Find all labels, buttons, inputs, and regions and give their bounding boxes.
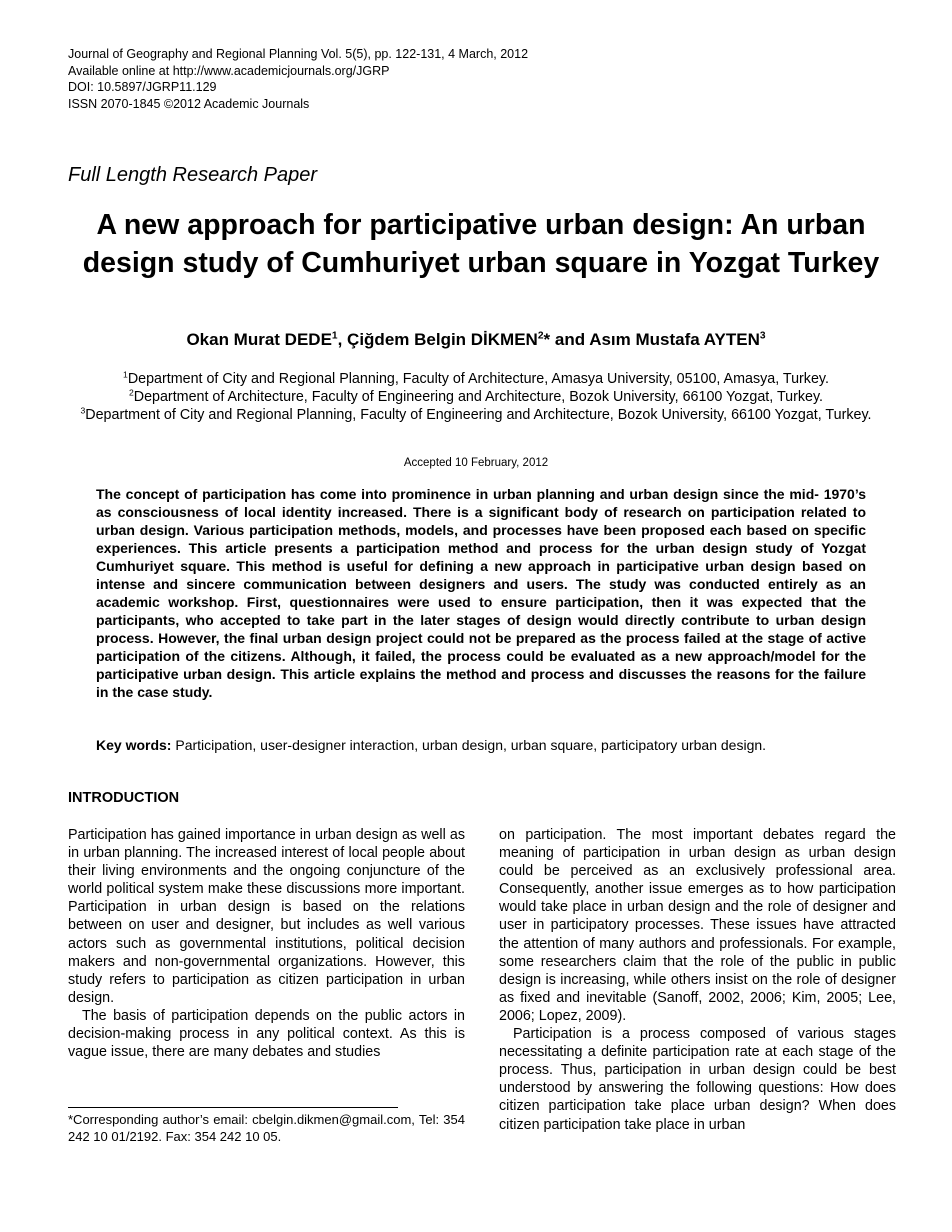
affiliation-number: 2 [128,387,134,398]
author-affiliation-mark: 2 [537,330,544,342]
affiliation-text: Department of City and Regional Planning, Faculty of Engineering and Architecture, Bozok University, 66100 Yozgat, Turkey. [85,407,872,423]
keywords-text: Participation, user-designer interaction, urban design, urban square, participatory urban design. [171,737,767,753]
affiliation [60,370,892,388]
affiliation [60,388,892,406]
journal-header [68,46,528,112]
author-name: Asım Mustafa AYTEN [589,330,760,349]
author-affiliation-mark: 1 [331,330,338,342]
section-heading-introduction: INTRODUCTION [68,790,180,806]
paragraph: on participation. The most important debates regard the meaning of participation in urban design as urban design could be perceived as an exclusively professional area. Consequently, another issue emerges as to how participation would take place in urban design and the role of designer and user in participatory processes. These issues have attracted the attention of many authors and professionals. For example, some researchers claim that the role of the public in public design is increasing, while others insist on the role of designer as fixed and inevitable (Sanoff, 2002, 2006; Kim, 2005; Lee, 2006; Lopez, 2009). [499,827,896,1024]
author-list [60,330,892,350]
article-type: Full Length Research Paper [68,164,318,186]
affiliations [60,370,892,424]
keywords [96,737,886,753]
author-affiliation-mark: 3 [759,330,766,342]
affiliation [60,406,892,424]
paragraph: Participation is a process composed of various stages necessitating a definite participation rate at each stage of the process. Thus, participation in urban design could be best understood by answering the following questions: How does citizen participation take place urban design? When does citizen participation take place in urban [499,1026,896,1133]
footnote-divider [68,1107,398,1108]
paragraph: The basis of participation depends on the public actors in decision-making process in any political context. As this is vague issue, there are many debates and studies [68,1007,465,1061]
author-name: Okan Murat DEDE [186,330,332,349]
footnote: *Corresponding author’s email: cbelgin.dikmen@gmail.com, Tel: 354 242 10 01/2192. Fax: 354 242 10 05. [68,1112,465,1144]
right-column [499,826,896,1134]
author-name: Çiğdem Belgin DİKMEN [347,330,538,349]
affiliation-text: Department of Architecture, Faculty of Engineering and Architecture, Bozok University, 66100 Yozgat, Turkey. [133,389,824,405]
author-separator: , [337,330,348,349]
author-separator: and [550,330,590,349]
journal-citation: Journal of Geography and Regional Planning Vol. 5(5), pp. 122-131, 4 March, 2012 [68,47,529,61]
doi: DOI: 10.5897/JGRP11.129 [68,80,217,94]
affiliation-text: Department of City and Regional Planning, Faculty of Architecture, Amasya University, 05100, Amasya, Turkey. [127,371,829,387]
abstract: The concept of participation has come into prominence in urban planning and urban design since the mid- 1970’s as consciousness of local identity increased. There is a significant body of research on participation related to urban design. Various participation methods, models, and processes have been proposed each based on specific experiences. This article presents a participation method and process for the urban design study of Yozgat Cumhuriyet square. This method is useful for defining a new approach in participative urban design based on intense and sincere communication between designers and users. The study was conducted entirely as an academic workshop. First, questionnaires were used to ensure participation, then it was expected that the participants, who accepted to take part in the later stages of design would directly contribute to urban design process. However, the final urban design project could not be prepared as the process failed at the stage of active participation of the citizens. Although, it failed, the process could be evaluated as a new approach/model for the participative urban design. This article explains the method and process and discusses the reasons for the failure in the case study. [96,486,866,700]
left-column [68,826,465,1061]
paragraph: Participation has gained importance in urban design as well as in urban planning. The increased interest of local people about their living environments and the ongoing conjuncture of the world political system make these discussions more important. Participation in urban design is based on the relations between on user and designer, but includes as well various actors such as governmental institutions, political decision makers and non-governmental organizations. However, this study refers to participation as citizen participation in urban design. [68,827,465,1006]
issn: ISSN 2070-1845 ©2012 Academic Journals [68,96,310,111]
affiliation-number: 1 [123,369,128,380]
corresponding-author-mark: * [543,330,551,349]
accepted-date: Accepted 10 February, 2012 [403,457,549,469]
keywords-label: Key words: [96,737,172,753]
paper-title: A new approach for participative urban design: An urban design study of Cumhuriyet urban square in Yozgat Turkey [82,209,880,279]
affiliation-number: 3 [80,405,86,416]
online-availability: Available online at http://www.academicjournals.org/JGRP [68,63,390,78]
